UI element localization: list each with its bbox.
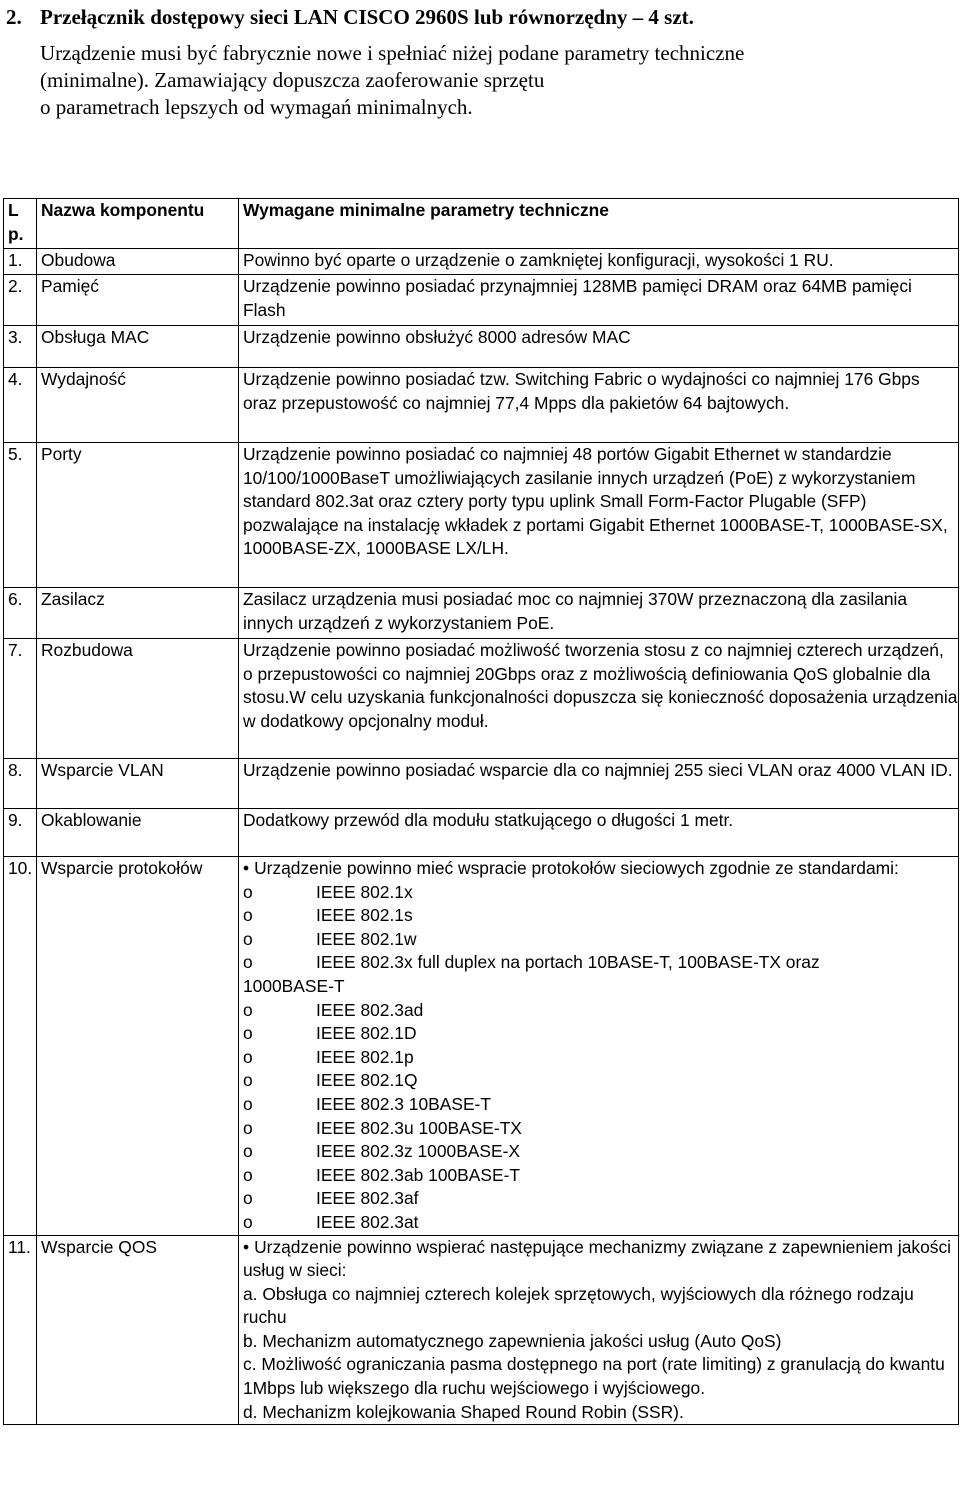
protocol-item: IEEE 802.1D (316, 1023, 417, 1044)
table-row (4, 326, 959, 368)
row-lp: 11. (4, 1235, 37, 1425)
list-marker-icon: o (243, 928, 253, 949)
list-item (243, 999, 958, 1023)
row-text: Zasilacz urządzenia musi posiadać moc co najmniej 370W przeznaczoną dla zasilania innych urządzeń z wykorzystaniem PoE. (239, 588, 959, 639)
table-row (4, 275, 959, 326)
list-marker-icon: o (243, 1046, 253, 1067)
list-marker-icon: o (243, 1211, 253, 1232)
row-lp: 8. (4, 759, 37, 809)
list-item (243, 1211, 958, 1235)
intro-line: Urządzenie musi być fabrycznie nowe i spełniać niżej podane parametry techniczne (40, 41, 745, 65)
section-heading (6, 4, 694, 30)
bullet-icon: • (243, 1236, 250, 1257)
row-text: Urządzenie powinno posiadać możliwość tworzenia stosu z co najmniej czterech urządzeń, o przepustowości co najmniej 20Gbps oraz z możliwością definiowania QoS globalnie dla stosu.W celu uzyskania funkcjonalności dopuszcza się konieczność doposażenia urządzenia w dodatkowy opcjonalny moduł. (239, 639, 959, 759)
protocol-item: IEEE 802.3af (316, 1188, 419, 1209)
list-item (243, 951, 958, 975)
list-item (243, 1069, 958, 1093)
table-row (4, 368, 959, 443)
qos-item: c. Możliwość ograniczania pasma dostępnego na port (rate limiting) z granulacją do kwantu 1Mbps lub większego dla ruchu wejściowego i wyjściowego. (243, 1354, 945, 1399)
table-row (4, 759, 959, 809)
row-text: Dodatkowy przewód dla modułu statkującego o długości 1 metr. (239, 809, 959, 857)
protocol-item: IEEE 802.3at (316, 1211, 419, 1232)
list-marker-icon: o (243, 1117, 253, 1138)
protocol-item-continuation: 1000BASE-T (243, 975, 345, 996)
protocol-item: IEEE 802.1s (316, 905, 413, 926)
protocol-item: IEEE 802.3 10BASE-T (316, 1093, 491, 1114)
list-item (243, 1187, 958, 1211)
qos-item: a. Obsługa co najmniej czterech kolejek sprzętowych, wyjściowych dla różnego rodzaju ruchu (243, 1283, 914, 1328)
row-name: Wsparcie protokołów (37, 857, 239, 1236)
row-name: Wsparcie VLAN (37, 759, 239, 809)
list-marker-icon: o (243, 1164, 253, 1185)
row-text: Urządzenie powinno posiadać wsparcie dla co najmniej 255 sieci VLAN oraz 4000 VLAN ID. (239, 759, 959, 809)
protocol-item: IEEE 802.3u 100BASE-TX (316, 1117, 522, 1138)
row-lp: 1. (4, 249, 37, 275)
list-item (243, 1164, 958, 1188)
row-name: Porty (37, 443, 239, 588)
qos-cell (239, 1235, 959, 1425)
section-title: Przełącznik dostępowy sieci LAN CISCO 2960S lub równorzędny – 4 szt. (40, 5, 694, 29)
table-row-qos (4, 1235, 959, 1425)
list-marker-icon: o (243, 1093, 253, 1114)
row-text: Powinno być oparte o urządzenie o zamkniętej konfiguracji, wysokości 1 RU. (239, 249, 959, 275)
row-name: Zasilacz (37, 588, 239, 639)
protocol-item: IEEE 802.1Q (316, 1070, 418, 1091)
table-row (4, 809, 959, 857)
qos-item: d. Mechanizm kolejkowania Shaped Round Robin (SSR). (243, 1401, 684, 1422)
intro-paragraph (40, 40, 940, 121)
protocol-item: IEEE 802.1x (316, 881, 413, 902)
table-row (4, 443, 959, 588)
list-item (243, 928, 958, 952)
header-params: Wymagane minimalne parametry techniczne (239, 199, 959, 249)
list-item (243, 1046, 958, 1070)
row-lp: 10. (4, 857, 37, 1236)
table-row-protocols (4, 857, 959, 1236)
list-marker-icon: o (243, 1141, 253, 1162)
list-item (243, 1093, 958, 1117)
intro-line: o parametrach lepszych od wymagań minimalnych. (40, 95, 473, 119)
row-lp: 2. (4, 275, 37, 326)
list-marker-icon: o (243, 1023, 253, 1044)
protocol-item: IEEE 802.3ad (316, 999, 424, 1020)
row-lp: 7. (4, 639, 37, 759)
qos-item: b. Mechanizm automatycznego zapewnienia jakości usług (Auto QoS) (243, 1330, 782, 1351)
bullet-icon: • (243, 858, 250, 878)
row-lp: 3. (4, 326, 37, 368)
row-lp: 4. (4, 368, 37, 443)
protocol-item: IEEE 802.1p (316, 1046, 414, 1067)
section-number: 2. (6, 5, 22, 29)
row-text: Urządzenie powinno posiadać przynajmniej 128MB pamięci DRAM oraz 64MB pamięci Flash (239, 275, 959, 326)
list-item (243, 1117, 958, 1141)
list-marker-icon: o (243, 1070, 253, 1091)
list-item (243, 1022, 958, 1046)
protocols-cell (239, 857, 959, 1236)
intro-line: (minimalne). Zamawiający dopuszcza zaoferowanie sprzętu (40, 68, 545, 92)
row-text: Urządzenie powinno obsłużyć 8000 adresów MAC (239, 326, 959, 368)
protocols-intro (243, 857, 958, 881)
qos-intro-text: Urządzenie powinno wspierać następujące mechanizmy związane z zapewnieniem jakości usług w sieci: (243, 1236, 952, 1281)
row-name: Okablowanie (37, 809, 239, 857)
list-marker-icon: o (243, 952, 253, 973)
protocols-intro-text: Urządzenie powinno mieć wspracie protokołów sieciowych zgodnie ze standardami: (254, 858, 899, 878)
spec-table (3, 198, 959, 1425)
qos-intro (243, 1236, 958, 1283)
row-name: Pamięć (37, 275, 239, 326)
row-name: Wydajność (37, 368, 239, 443)
protocol-item: IEEE 802.3x full duplex na portach 10BASE-T, 100BASE-TX oraz (316, 952, 820, 973)
row-lp: 6. (4, 588, 37, 639)
row-name: Rozbudowa (37, 639, 239, 759)
table-row (4, 249, 959, 275)
header-name: Nazwa komponentu (37, 199, 239, 249)
protocol-item: IEEE 802.3ab 100BASE-T (316, 1164, 520, 1185)
table-row (4, 639, 959, 759)
row-name: Wsparcie QOS (37, 1235, 239, 1425)
row-text: Urządzenie powinno posiadać tzw. Switching Fabric o wydajności co najmniej 176 Gbps oraz przepustowość co najmniej 77,4 Mpps dla pakietów 64 bajtowych. (239, 368, 959, 443)
list-marker-icon: o (243, 881, 253, 902)
list-item (243, 881, 958, 905)
table-row (4, 588, 959, 639)
row-lp: 5. (4, 443, 37, 588)
table-header-row (4, 199, 959, 249)
protocol-item: IEEE 802.1w (316, 928, 417, 949)
row-name: Obudowa (37, 249, 239, 275)
list-marker-icon: o (243, 1188, 253, 1209)
protocol-item: IEEE 802.3z 1000BASE-X (316, 1141, 520, 1162)
list-item (243, 1140, 958, 1164)
list-marker-icon: o (243, 999, 253, 1020)
list-marker-icon: o (243, 905, 253, 926)
header-lp: L p. (4, 199, 37, 249)
row-name: Obsługa MAC (37, 326, 239, 368)
row-text: Urządzenie powinno posiadać co najmniej 48 portów Gigabit Ethernet w standardzie 10/100/1000BaseT umożliwiających zasilanie innych urządzeń (PoE) z wykorzystaniem standard 802.3at oraz cztery porty typu uplink Small Form-Factor Plugable (SFP) pozwalające na instalację wkładek z portami Gigabit Ethernet 1000BASE-T, 1000BASE-SX, 1000BASE-ZX, 1000BASE LX/LH. (239, 443, 959, 588)
list-item (243, 904, 958, 928)
row-lp: 9. (4, 809, 37, 857)
